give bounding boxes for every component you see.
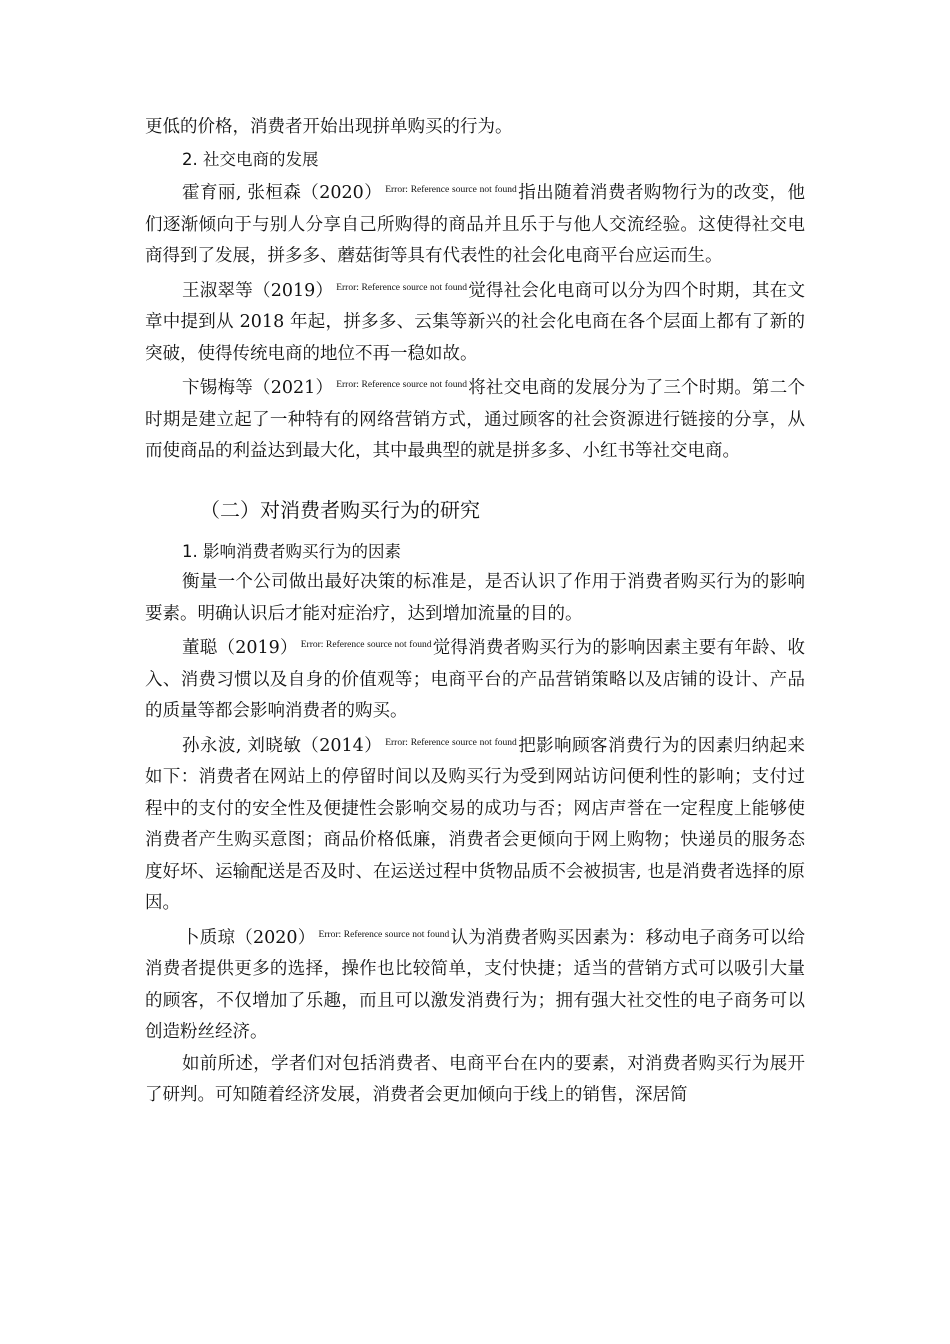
reference-error: Error: Reference source not found	[385, 737, 517, 748]
section-heading: （二）对消费者购买行为的研究	[200, 497, 480, 522]
reference-error: Error: Reference source not found	[336, 282, 467, 293]
reference-error: Error: Reference source not found	[318, 929, 450, 940]
paragraph-body: 指出随着消费者购物行为的改变，他们逐渐倾向于与别人分享自己所购得的商品并且乐于与他人交流经验。这使得社交电商得到了发展，拼多多、蘑菇街等具有代表性的社会化电商平台应运而生。	[145, 183, 806, 266]
reference-error: Error: Reference source not found	[336, 380, 467, 390]
paragraph-huo	[145, 175, 805, 273]
paragraph-body: 觉得消费者购买行为的影响因素主要有年龄、收入、消费习惯以及自身的价值观等；电商平台的产品营销策略以及店铺的设计、产品的质量等都会影响消费者的购买。	[145, 638, 805, 721]
paragraph-body: 认为消费者购买因素为：移动电子商务可以给消费者提供更多的选择，操作也比较简单，支付快捷；适当的营销方式可以吸引大量的顾客，不仅增加了乐趣，而且可以激发消费行为；拥有强大社交性的电子商务可以创造粉丝经济。	[145, 927, 805, 1042]
paragraph-body: 将社交电商的发展分为了三个时期。第二个时期是建立起了一种特有的网络营销方式，通过顾客的社会资源进行链接的分享，从而使商品的利益达到最大化，其中最典型的就是拼多多、小红书等社交电商。	[145, 378, 805, 461]
subheading-factors: 1. 影响消费者购买行为的因素	[182, 541, 401, 561]
paragraph-bu	[145, 920, 805, 1049]
subheading-social-ecommerce: 2. 社交电商的发展	[182, 149, 319, 169]
citation-text: 董聪（2019）	[182, 638, 298, 658]
citation-text: 卞锡梅等（2021）	[182, 378, 334, 398]
paragraph-body: 觉得社会化电商可以分为四个时期，其在文章中提到从 2018 年起，拼多多、云集等新兴的社会化电商在各个层面上都有了新的突破，使得传统电商的地位不再一稳如故。	[145, 280, 805, 364]
citation-text: 霍育丽, 张桓森（2020）	[182, 183, 383, 203]
paragraph-dong	[145, 630, 805, 728]
paragraph-wang	[145, 273, 805, 371]
reference-error: Error: Reference source not found	[300, 640, 432, 650]
document-page	[145, 112, 805, 1112]
citation-text: 王淑翠等（2019）	[182, 280, 334, 301]
paragraph-bian	[145, 370, 805, 468]
citation-text: 卜质琼（2020）	[182, 927, 316, 948]
citation-text: 孙永波, 刘晓敏（2014）	[182, 735, 383, 756]
paragraph-sun	[145, 728, 805, 920]
paragraph-measure: 衡量一个公司做出最好决策的标准是，是否认识了作用于消费者购买行为的影响要素。明确认识后才能对症治疗，达到增加流量的目的。	[145, 572, 805, 624]
paragraph-body: 把影响顾客消费行为的因素归纳起来如下：消费者在网站上的停留时间以及购买行为受到网站访问便利性的影响；支付过程中的支付的安全性及便捷性会影响交易的成功与否；网店声誉在一定程度上能够使消费者产生购买意图；商品价格低廉，消费者会更倾向于网上购物；快递员的服务态度好坏、运输配送是否及时、在运送过程中货物品质不会被损害, 也是消费者选择的原因。	[145, 735, 806, 913]
reference-error: Error: Reference source not found	[385, 185, 517, 195]
paragraph-continuation: 更低的价格，消费者开始出现拼单购买的行为。	[145, 117, 513, 137]
paragraph-summary: 如前所述，学者们对包括消费者、电商平台在内的要素，对消费者购买行为展开了研判。可知随着经济发展，消费者会更加倾向于线上的销售，深居简	[145, 1053, 805, 1105]
